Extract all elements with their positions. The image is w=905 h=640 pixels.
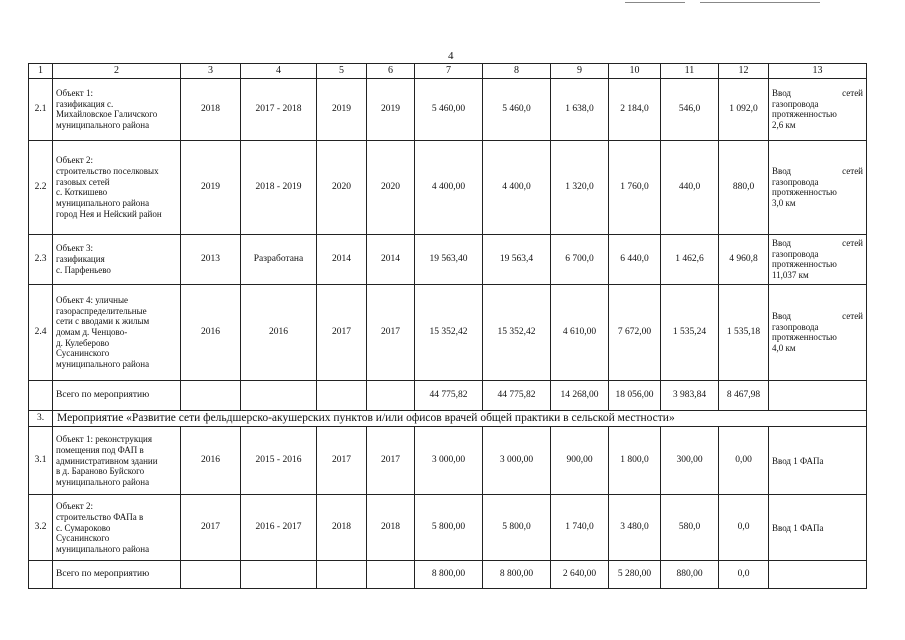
empty-cell xyxy=(769,380,867,410)
object-name-line: Объект 4: уличные xyxy=(56,295,128,306)
column-number: 12 xyxy=(719,64,769,79)
total-c10: 5 280,00 xyxy=(609,561,661,589)
row-number: 2.1 xyxy=(29,78,53,140)
cell-c5: 2020 xyxy=(317,140,367,234)
cell-c12: 0,0 xyxy=(719,495,769,561)
cell-c3: 2016 xyxy=(181,427,241,495)
note-word: сетей xyxy=(842,238,863,249)
note-line: протяженностью xyxy=(772,187,837,198)
cell-c9: 6 700,0 xyxy=(551,234,609,284)
total-c10: 18 056,00 xyxy=(609,380,661,410)
column-number: 1 xyxy=(29,64,53,79)
cell-c12: 0,00 xyxy=(719,427,769,495)
note-line: протяженностью xyxy=(772,259,837,270)
object-name-line: газификация xyxy=(56,253,105,264)
section-title: Мероприятие «Развитие сети фельдшерско-акушерских пунктов и/или офисов врачей общей практики в сельской местности» xyxy=(53,410,867,427)
table-row xyxy=(29,78,867,140)
total-c8: 44 775,82 xyxy=(483,380,551,410)
cell-c10: 6 440,0 xyxy=(609,234,661,284)
empty-cell xyxy=(29,380,53,410)
object-name-line: газовых сетей xyxy=(56,176,110,187)
result-note xyxy=(769,234,867,284)
note-line: газопровода xyxy=(772,98,819,109)
object-name-line: Объект 2: xyxy=(56,501,93,512)
cell-c10: 7 672,00 xyxy=(609,284,661,380)
object-name-line: Объект 3: xyxy=(56,243,93,254)
result-note xyxy=(769,140,867,234)
column-number: 6 xyxy=(367,64,415,79)
cell-c12: 1 092,0 xyxy=(719,78,769,140)
empty-cell xyxy=(29,561,53,589)
object-name-line: город Нея и Нейский район xyxy=(56,208,162,219)
cell-c8: 3 000,00 xyxy=(483,427,551,495)
column-number: 8 xyxy=(483,64,551,79)
cell-c10: 3 480,0 xyxy=(609,495,661,561)
cell-c4: 2016 xyxy=(241,284,317,380)
section-row xyxy=(29,410,867,427)
object-name-line: Объект 1: реконструкция xyxy=(56,434,152,445)
cell-c8: 19 563,4 xyxy=(483,234,551,284)
cell-c11: 440,0 xyxy=(661,140,719,234)
cell-c11: 546,0 xyxy=(661,78,719,140)
result-note: Ввод 1 ФАПа xyxy=(769,495,867,561)
object-name-line: газораспределительные xyxy=(56,305,147,316)
column-number: 9 xyxy=(551,64,609,79)
cell-c10: 1 800,0 xyxy=(609,427,661,495)
object-name-line: с. Парфеньево xyxy=(56,264,111,275)
cell-c9: 1 320,0 xyxy=(551,140,609,234)
cell-c7: 15 352,42 xyxy=(415,284,483,380)
object-name-line: муниципального района xyxy=(56,476,150,487)
object-name xyxy=(53,495,181,561)
cell-c7: 3 000,00 xyxy=(415,427,483,495)
cell-c5: 2017 xyxy=(317,284,367,380)
note-word: сетей xyxy=(842,166,863,177)
total-label: Всего по мероприятию xyxy=(53,380,181,410)
scan-mark xyxy=(625,2,685,3)
cell-c3: 2016 xyxy=(181,284,241,380)
cell-c7: 5 800,00 xyxy=(415,495,483,561)
empty-cell xyxy=(769,561,867,589)
cell-c11: 580,0 xyxy=(661,495,719,561)
table-row xyxy=(29,140,867,234)
column-number: 2 xyxy=(53,64,181,79)
total-c7: 44 775,82 xyxy=(415,380,483,410)
note-word: сетей xyxy=(842,88,863,99)
total-c9: 14 268,00 xyxy=(551,380,609,410)
note-word: Ввод xyxy=(772,166,792,177)
column-number: 5 xyxy=(317,64,367,79)
object-name-line: с. Коткишево xyxy=(56,187,108,198)
note-line: газопровода xyxy=(772,321,819,332)
cell-c6: 2017 xyxy=(367,427,415,495)
total-row xyxy=(29,380,867,410)
note-line: протяженностью xyxy=(772,109,837,120)
total-c9: 2 640,00 xyxy=(551,561,609,589)
object-name-line: Объект 1: xyxy=(56,88,93,99)
object-name-line: муниципального района xyxy=(56,358,150,369)
cell-c9: 1 638,0 xyxy=(551,78,609,140)
object-name-line: муниципального района xyxy=(56,197,150,208)
note-line: газопровода xyxy=(772,248,819,259)
note-word: Ввод xyxy=(772,88,792,99)
cell-c7: 5 460,00 xyxy=(415,78,483,140)
object-name xyxy=(53,234,181,284)
object-name-line: строительство поселковых xyxy=(56,166,159,177)
row-number: 2.3 xyxy=(29,234,53,284)
total-c12: 0,0 xyxy=(719,561,769,589)
object-name-line: муниципального района xyxy=(56,543,150,554)
cell-c11: 1 462,6 xyxy=(661,234,719,284)
cell-c8: 5 800,0 xyxy=(483,495,551,561)
cell-c9: 900,00 xyxy=(551,427,609,495)
total-label: Всего по мероприятию xyxy=(53,561,181,589)
cell-c11: 300,00 xyxy=(661,427,719,495)
object-name xyxy=(53,78,181,140)
cell-c4: 2018 - 2019 xyxy=(241,140,317,234)
section-number: 3. xyxy=(29,410,53,427)
object-name-line: домам д. Ченцово- xyxy=(56,326,128,337)
row-number: 3.1 xyxy=(29,427,53,495)
note-line: протяженностью xyxy=(772,332,837,343)
total-c7: 8 800,00 xyxy=(415,561,483,589)
cell-c12: 1 535,18 xyxy=(719,284,769,380)
empty-cell xyxy=(367,561,415,589)
column-number: 11 xyxy=(661,64,719,79)
column-number-row xyxy=(29,64,867,79)
object-name-line: газификация с. xyxy=(56,98,114,109)
table-row xyxy=(29,427,867,495)
cell-c12: 880,0 xyxy=(719,140,769,234)
total-row xyxy=(29,561,867,589)
note-word: сетей xyxy=(842,311,863,322)
cell-c10: 1 760,0 xyxy=(609,140,661,234)
note-line: 2,6 км xyxy=(772,119,796,130)
column-number: 7 xyxy=(415,64,483,79)
cell-c9: 4 610,00 xyxy=(551,284,609,380)
cell-c5: 2014 xyxy=(317,234,367,284)
total-c12: 8 467,98 xyxy=(719,380,769,410)
empty-cell xyxy=(317,561,367,589)
object-name xyxy=(53,284,181,380)
object-name-line: строительство ФАПа в xyxy=(56,511,144,522)
budget-table xyxy=(28,63,867,589)
cell-c7: 4 400,00 xyxy=(415,140,483,234)
result-note xyxy=(769,78,867,140)
empty-cell xyxy=(181,561,241,589)
object-name-line: помещения под ФАП в xyxy=(56,444,144,455)
total-c11: 3 983,84 xyxy=(661,380,719,410)
object-name-line: с. Сумароково xyxy=(56,522,111,533)
result-note xyxy=(769,284,867,380)
object-name-line: административном здании xyxy=(56,455,158,466)
column-number: 3 xyxy=(181,64,241,79)
object-name-line: Объект 2: xyxy=(56,155,93,166)
cell-c4: 2017 - 2018 xyxy=(241,78,317,140)
note-line: 11,037 км xyxy=(772,269,809,280)
cell-c7: 19 563,40 xyxy=(415,234,483,284)
cell-c10: 2 184,0 xyxy=(609,78,661,140)
column-number: 13 xyxy=(769,64,867,79)
cell-c8: 15 352,42 xyxy=(483,284,551,380)
cell-c3: 2018 xyxy=(181,78,241,140)
total-c11: 880,00 xyxy=(661,561,719,589)
cell-c11: 1 535,24 xyxy=(661,284,719,380)
cell-c3: 2017 xyxy=(181,495,241,561)
cell-c8: 5 460,0 xyxy=(483,78,551,140)
empty-cell xyxy=(181,380,241,410)
cell-c6: 2020 xyxy=(367,140,415,234)
empty-cell xyxy=(241,561,317,589)
scan-mark xyxy=(700,2,820,3)
object-name-line: Сусанинского xyxy=(56,533,110,544)
cell-c9: 1 740,0 xyxy=(551,495,609,561)
cell-c6: 2019 xyxy=(367,78,415,140)
result-note: Ввод 1 ФАПа xyxy=(769,427,867,495)
note-line: газопровода xyxy=(772,176,819,187)
cell-c5: 2018 xyxy=(317,495,367,561)
note-line: 4,0 км xyxy=(772,342,796,353)
table-row xyxy=(29,284,867,380)
empty-cell xyxy=(241,380,317,410)
object-name-line: д. Кулеберово xyxy=(56,337,110,348)
object-name xyxy=(53,427,181,495)
column-number: 10 xyxy=(609,64,661,79)
note-word: Ввод xyxy=(772,311,792,322)
row-number: 3.2 xyxy=(29,495,53,561)
cell-c3: 2019 xyxy=(181,140,241,234)
cell-c5: 2017 xyxy=(317,427,367,495)
cell-c4: Разработана xyxy=(241,234,317,284)
empty-cell xyxy=(367,380,415,410)
object-name-line: сети с вводами к жилым xyxy=(56,316,150,327)
object-name-line: Михайловское Галичского xyxy=(56,109,158,120)
cell-c8: 4 400,0 xyxy=(483,140,551,234)
table-row xyxy=(29,495,867,561)
empty-cell xyxy=(317,380,367,410)
object-name-line: муниципального района xyxy=(56,119,150,130)
cell-c4: 2016 - 2017 xyxy=(241,495,317,561)
row-number: 2.2 xyxy=(29,140,53,234)
cell-c6: 2018 xyxy=(367,495,415,561)
row-number: 2.4 xyxy=(29,284,53,380)
column-number: 4 xyxy=(241,64,317,79)
note-line: 3,0 км xyxy=(772,197,796,208)
total-c8: 8 800,00 xyxy=(483,561,551,589)
cell-c3: 2013 xyxy=(181,234,241,284)
cell-c4: 2015 - 2016 xyxy=(241,427,317,495)
cell-c5: 2019 xyxy=(317,78,367,140)
cell-c6: 2017 xyxy=(367,284,415,380)
object-name xyxy=(53,140,181,234)
object-name-line: в д. Бараново Буйского xyxy=(56,466,145,477)
cell-c6: 2014 xyxy=(367,234,415,284)
page-number: 4 xyxy=(448,50,454,62)
object-name-line: Сусанинского xyxy=(56,348,110,359)
note-word: Ввод xyxy=(772,238,792,249)
cell-c12: 4 960,8 xyxy=(719,234,769,284)
table-row xyxy=(29,234,867,284)
